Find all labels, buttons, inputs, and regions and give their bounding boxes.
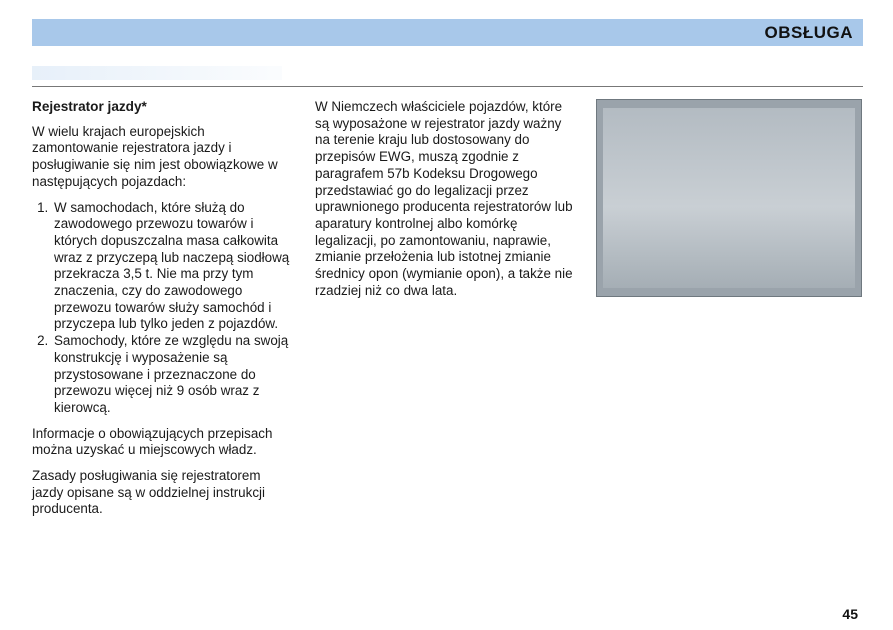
text-column-left [32, 99, 294, 527]
illustration-panel [603, 108, 855, 288]
section-title: OBSŁUGA [764, 23, 853, 42]
header-rule [32, 86, 863, 87]
intro-paragraph: W wielu krajach europejskich zamontowanie rejestratora jazdy i posługiwanie się nim jest obowiązkowe w następujących pojazdach: [32, 123, 278, 189]
vehicle-list [32, 200, 294, 417]
page-number: 45 [842, 606, 858, 622]
list-item: 2. Samochody, które ze względu na swoją konstrukcję i wyposażenie są przystosowane i przeznaczone do przewozu więcej niż 9 osób wraz z kierowcą. [52, 333, 294, 417]
section-header-bar [32, 19, 863, 46]
text-column-middle [315, 99, 576, 308]
illustration-image [596, 99, 862, 297]
section-heading: Rejestrator jazdy* [32, 99, 147, 114]
bleed-through-shadow [32, 66, 282, 80]
list-item: 1. W samochodach, które służą do zawodowego przewozu towarów i których dopuszczalna masa całkowita wraz z przyczepą lub naczepą siodłową przekracza 3,5 t. Nie ma przy tym znaczenia, czy do zawodowego przewozu towarów służy samochód i przyczepa lub tylko jeden z pojazdów. [52, 200, 294, 334]
usage-paragraph: Zasady posługiwania się rejestratorem jazdy opisane są w oddzielnej instrukcji producenta. [32, 468, 265, 517]
germany-paragraph: W Niemczech właściciele pojazdów, które są wyposażone w rejestrator jazdy ważny na terenie kraju lub dostosowany do przepisów EWG, muszą zgodnie z paragrafem 57b Kodeksu Drogowego przedstawiać go do legalizacji przez uprawnionego producenta rejestratorów lub aparatury kontrolnej albo komórkę legalizacji, po zamontowaniu, naprawie, zmianie przełożenia lub istotnej zmianie średnicy opon (wymianie opon), a także nie rzadziej niż co dwa lata. [315, 99, 573, 298]
regulations-paragraph: Informacje o obowiązujących przepisach można uzyskać u miejscowych władz. [32, 425, 273, 458]
